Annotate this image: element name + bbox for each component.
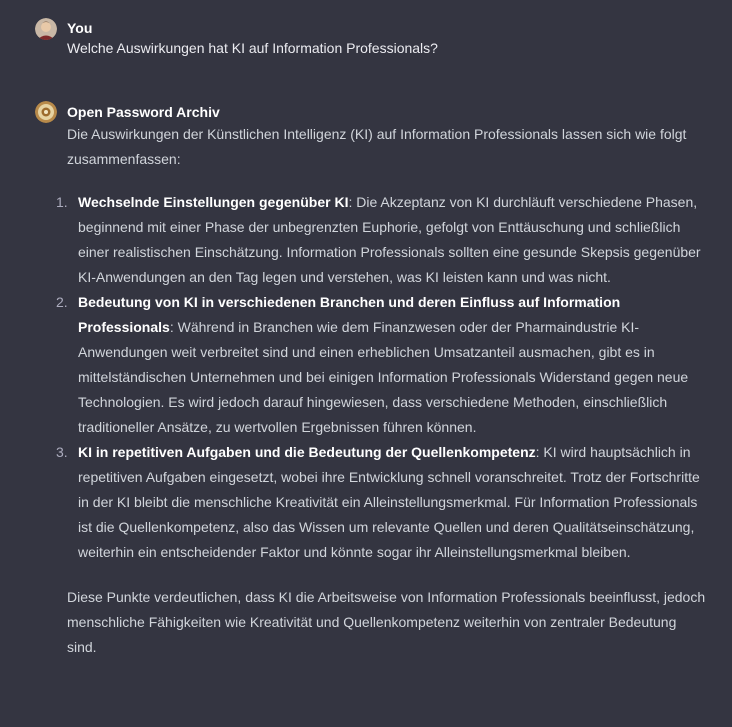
assistant-author-name: Open Password Archiv — [67, 104, 220, 120]
user-avatar-icon — [35, 18, 57, 40]
assistant-avatar-icon — [35, 101, 57, 123]
list-item-title: KI in repetitiven Aufgaben und die Bedeutung der Quellenkompetenz — [78, 444, 536, 460]
list-item-title: Wechselnde Einstellungen gegenüber KI — [78, 194, 349, 210]
list-item — [56, 440, 707, 565]
response-intro: Die Auswirkungen der Künstlichen Intelligenz (KI) auf Information Professionals lassen sich wie folgt zusammenfassen: — [67, 126, 687, 167]
list-item — [56, 290, 707, 440]
user-message-text: Welche Auswirkungen hat KI auf Information Professionals? — [67, 40, 438, 56]
list-item — [56, 190, 707, 290]
list-number: 3. — [56, 444, 68, 460]
response-conclusion: Diese Punkte verdeutlichen, dass KI die Arbeitsweise von Information Professionals beeinflusst, jedoch menschliche Fähigkeiten wie Kreativität und Quellenkompetenz weiterhin von zentraler Bedeutung sind. — [67, 589, 706, 655]
assistant-response — [56, 122, 707, 660]
user-author-name: You — [67, 20, 93, 36]
list-item-text: : KI wird hauptsächlich in repetitiven Aufgaben eingesetzt, wobei ihre Entwicklung schnell voranschreitet. Trotz der Fortschritte in der KI bleibt die menschliche Kreativität ein Alleinstellungsmerkmal. Für Information Professionals ist die Quellenkompetenz, also das Wissen um relevante Quellen und deren Qualitätseinschätzung, weiterhin ein entscheidender Faktor und könnte sogar ihr Alleinstellungsmerkmal bleiben. — [78, 444, 700, 560]
response-list — [56, 190, 707, 565]
list-item-title: Bedeutung von KI in verschiedenen Branchen und deren Einfluss auf Information Professionals — [78, 294, 621, 335]
list-item-text: : Während in Branchen wie dem Finanzwesen oder der Pharmaindustrie KI-Anwendungen weit verbreitet sind und einen erheblichen Umsatzanteil ausmachen, gibt es in mittelständischen Unternehmen und bei einigen Information Professionals Widerstand gegen neue Technologien. Es wird jedoch darauf hingewiesen, dass verschiedene Methoden, einschließlich traditioneller Ansätze, zu wertvollen Ergebnissen führen können. — [78, 319, 689, 435]
list-number: 1. — [56, 194, 68, 210]
list-item-text: : Die Akzeptanz von KI durchläuft verschiedene Phasen, beginnend mit einer Phase der unbegrenzten Euphorie, gefolgt von Enttäuschung und schließlich einer realistischen Einschätzung. Information Professionals sollten eine gesunde Skepsis gegenüber KI-Anwendungen an den Tag legen und verstehen, was KI leisten kann und was nicht. — [78, 194, 701, 285]
list-number: 2. — [56, 294, 68, 310]
